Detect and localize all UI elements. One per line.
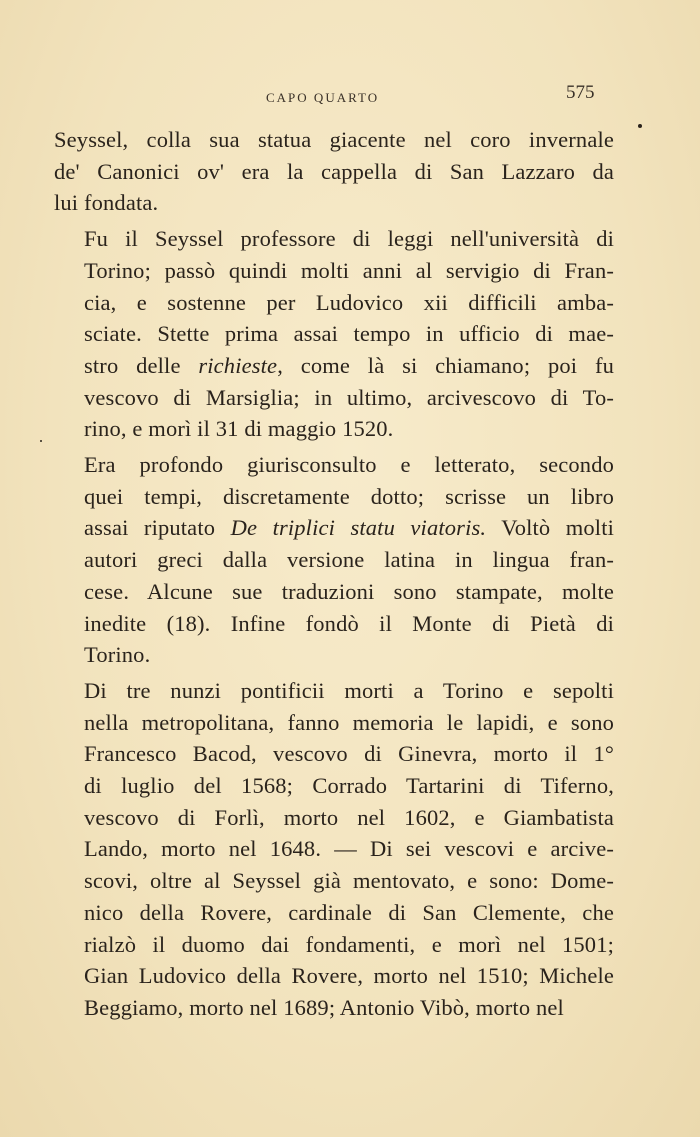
italic-title: De triplici statu viatoris. — [230, 515, 487, 541]
text-line: sciate. Stette prima assai tempo in ufficio di mae- — [84, 321, 614, 347]
running-title: CAPO QUARTO — [266, 90, 380, 105]
text-line: Gian Ludovico della Rovere, morto nel 1510; Michele — [84, 963, 614, 989]
page-header — [0, 82, 700, 112]
text-line: cese. Alcune sue traduzioni sono stampate, molte — [84, 578, 614, 604]
text-line: cia, e sostenne per Ludovico xii difficili amba- — [84, 289, 614, 315]
text-line: vescovo di Forlì, morto nel 1602, e Giambatista — [84, 804, 614, 830]
text-line: Lando, morto nel 1648. — Di sei vescovi e arcive- — [84, 836, 614, 862]
italic-title: richieste — [198, 352, 278, 378]
page-number: 575 — [566, 82, 595, 103]
text-line: inedite (18). Infine fondò il Monte di Pietà di — [84, 610, 614, 636]
text-line: Beggiamo, morto nel 1689; Antonio Vibò, morto nel — [84, 994, 564, 1020]
ink-spot — [638, 124, 642, 128]
text-line: de' Canonici ov' era la cappella di San Lazzaro da — [54, 158, 614, 184]
text-line: Di tre nunzi pontificii morti a Torino e sepolti — [84, 677, 614, 703]
paragraph — [54, 675, 614, 1024]
text-line: rino, e morì il 31 di maggio 1520. — [84, 416, 394, 442]
paragraph — [54, 223, 614, 445]
text-line: Fu il Seyssel professore di leggi nell'università di — [84, 226, 614, 252]
body-text — [54, 124, 614, 1024]
text-line: scovi, oltre al Seyssel già mentovato, e sono: Dome- — [84, 868, 614, 894]
ink-spot — [40, 440, 42, 442]
paragraph — [54, 449, 614, 671]
text-line: di luglio del 1568; Corrado Tartarini di Tiferno, — [84, 773, 614, 799]
text-line: Seyssel, colla sua statua giacente nel coro invernale — [54, 127, 614, 152]
text-line: Torino; passò quindi molti anni al servigio di Fran- — [84, 257, 614, 283]
text-line: nella metropolitana, fanno memoria le lapidi, e sono — [84, 709, 614, 735]
text-line: Torino. — [84, 642, 151, 668]
paragraph — [54, 124, 614, 219]
text-line: Era profondo giurisconsulto e letterato, secondo — [84, 452, 614, 478]
text-line: stro delle richieste, come là si chiamano; poi fu — [84, 352, 614, 378]
text-line: quei tempi, discretamente dotto; scrisse un libro — [84, 483, 614, 509]
text-line: nico della Rovere, cardinale di San Clemente, che — [84, 899, 614, 925]
text-line: vescovo di Marsiglia; in ultimo, arcivescovo di To- — [84, 384, 614, 410]
text-line: assai riputato De triplici statu viatoris. Voltò molti — [84, 515, 615, 541]
text-line: lui fondata. — [54, 190, 159, 216]
text-line: autori greci dalla versione latina in lingua fran- — [84, 547, 614, 573]
text-line: rialzò il duomo dai fondamenti, e morì nel 1501; — [84, 931, 614, 957]
text-line: Francesco Bacod, vescovo di Ginevra, morto il 1° — [84, 741, 614, 767]
